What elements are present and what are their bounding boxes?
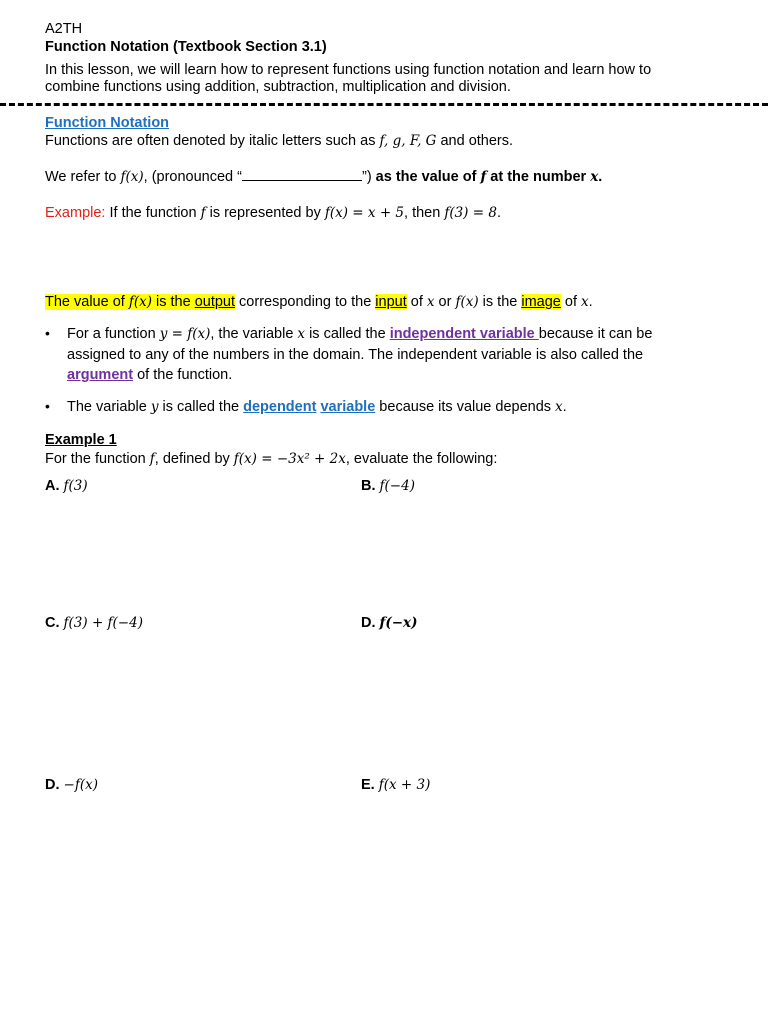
b2-b: is called the <box>158 399 244 415</box>
b1-d: because it can be <box>538 326 653 342</box>
term-argument: argument <box>67 367 134 383</box>
refer-bold-end: . <box>598 169 603 185</box>
value-x2: x <box>581 294 589 310</box>
example-f: f <box>200 205 206 221</box>
b2-end: . <box>562 399 567 415</box>
value-fx2: f(x) <box>455 294 479 310</box>
refer-text-a: We refer to <box>45 169 121 185</box>
definition-text: Functions are often denoted by italic letters such as <box>45 133 380 149</box>
part-a-expr: f(3) <box>63 478 88 494</box>
part-e <box>361 776 430 794</box>
part-d-label: D. <box>361 615 376 631</box>
refer-text-b: , (pronounced “ <box>143 169 242 185</box>
term-variable: variable <box>320 399 376 415</box>
value-p1: The value of <box>45 294 129 310</box>
term-output: output <box>194 294 236 310</box>
section-heading: Function Notation <box>45 115 170 131</box>
refer-text-c: ”) <box>361 169 376 185</box>
b1-a: For a function <box>67 326 160 342</box>
refer-math: f(x) <box>120 169 144 185</box>
value-p8: . <box>588 294 593 310</box>
course-code: A2TH <box>45 21 83 37</box>
term-independent-variable: independent variable <box>389 326 539 342</box>
value-p3: corresponding to the <box>235 294 376 310</box>
term-input: input <box>375 294 407 310</box>
pronunciation-blank <box>242 168 362 181</box>
dashed-divider <box>0 103 768 106</box>
b1-eq: y = f(x) <box>159 326 211 342</box>
example1-intro <box>45 450 497 468</box>
page-title: Function Notation (Textbook Section 3.1) <box>45 39 327 55</box>
value-p2: is the <box>151 294 195 310</box>
b2-y: y <box>150 399 159 415</box>
bullet-dot-1: • <box>45 325 50 341</box>
ex1-intro-a: For the function <box>45 451 150 467</box>
b2-a: The variable <box>67 399 151 415</box>
part-c <box>45 614 143 632</box>
definition-line <box>45 132 513 150</box>
definition-math: f, g, F, G <box>379 133 437 149</box>
part-d2-expr: −f(x) <box>63 777 98 793</box>
bullet-2 <box>67 397 567 418</box>
example-equation: f(x) = x + 5 <box>324 205 405 221</box>
part-b-expr: f(−4) <box>379 478 415 494</box>
term-dependent: dependent <box>243 399 317 415</box>
ex1-intro-b: , defined by <box>154 451 234 467</box>
part-e-expr: f(x + 3) <box>378 777 431 793</box>
b1-e: of the function. <box>133 367 233 383</box>
part-d2-label: D. <box>45 777 60 793</box>
example-label: Example: <box>45 205 106 221</box>
refer-bold-f: f <box>480 169 487 185</box>
part-b-label: B. <box>361 478 376 494</box>
value-p5: or <box>434 294 456 310</box>
bullet-dot-2: • <box>45 398 50 414</box>
refer-bold-x: x <box>590 169 599 185</box>
b1-b: , the variable <box>210 326 298 342</box>
bullet-1 <box>67 324 717 386</box>
part-c-expr: f(3) + f(−4) <box>63 615 143 631</box>
term-image: image <box>521 294 561 310</box>
part-a <box>45 477 88 495</box>
part-d2 <box>45 776 98 794</box>
part-d <box>361 614 417 632</box>
definition-end: and others. <box>436 133 514 149</box>
example-end: . <box>496 205 501 221</box>
b1-line2: assigned to any of the numbers in the domain. The independent variable is also called the <box>67 346 644 363</box>
example-text-b: is represented by <box>205 205 325 221</box>
intro-line-2: combine functions using addition, subtraction, multiplication and division. <box>45 79 511 95</box>
intro-line-1: In this lesson, we will learn how to represent functions using function notation and learn how to <box>45 62 652 78</box>
example-text-a: If the function <box>105 205 201 221</box>
part-c-label: C. <box>45 615 60 631</box>
part-a-label: A. <box>45 478 60 494</box>
value-x: x <box>426 294 435 310</box>
b1-x: x <box>297 326 306 342</box>
example1-heading: Example 1 <box>45 432 117 448</box>
value-p7: of <box>560 294 582 310</box>
refer-line <box>45 168 602 186</box>
part-e-label: E. <box>361 777 375 793</box>
b1-c: is called the <box>305 326 390 342</box>
example-result: f(3) = 8 <box>444 205 497 221</box>
example-line <box>45 204 501 222</box>
b2-c: because its value depends <box>375 399 556 415</box>
ex1-intro-eq: f(x) = −3x² + 2x <box>233 451 346 467</box>
ex1-intro-c: , evaluate the following: <box>345 451 498 467</box>
b2-x: x <box>555 399 563 415</box>
part-b <box>361 477 415 495</box>
refer-bold-a: as the value of <box>375 169 481 185</box>
value-line <box>45 293 593 311</box>
part-d-expr: f(−x) <box>379 615 418 631</box>
ex1-intro-f: f <box>149 451 155 467</box>
value-fx: f(x) <box>128 294 152 310</box>
example-text-c: , then <box>404 205 445 221</box>
value-p4: of <box>406 294 427 310</box>
refer-bold-mid: at the number <box>486 169 591 185</box>
value-p6: is the <box>478 294 522 310</box>
